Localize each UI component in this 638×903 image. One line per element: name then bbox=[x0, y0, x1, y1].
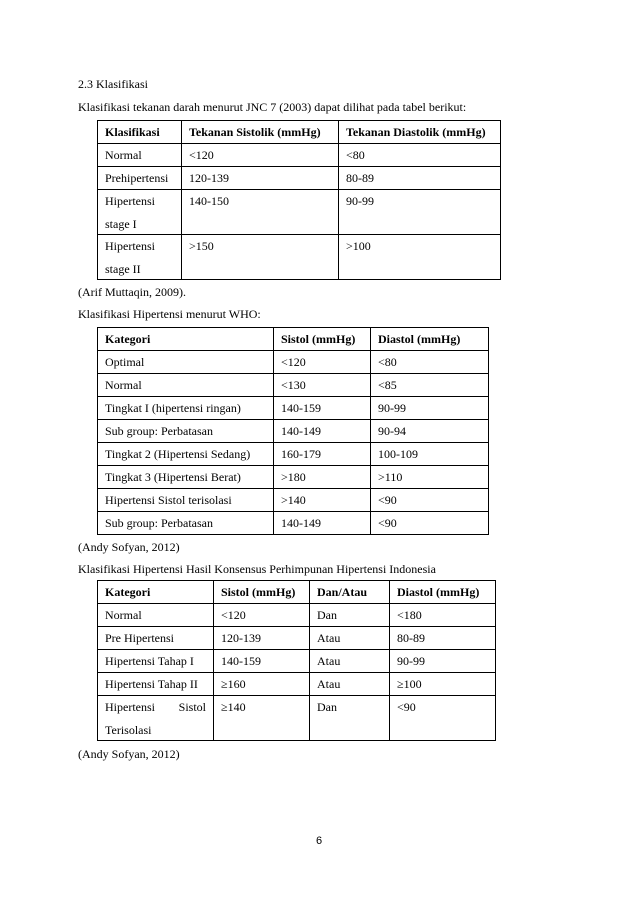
table-cell: 80-89 bbox=[390, 627, 496, 650]
table-cell: Normal bbox=[98, 604, 214, 627]
table-row bbox=[98, 650, 496, 673]
cell-line bbox=[105, 700, 206, 714]
header-cell: Kategori bbox=[98, 581, 214, 604]
table-row bbox=[98, 673, 496, 696]
table-cell: Dan bbox=[310, 604, 390, 627]
page-number: 6 bbox=[315, 835, 323, 847]
table-cell: >180 bbox=[274, 466, 371, 489]
header-cell: Tekanan Sistolik (mmHg) bbox=[182, 121, 339, 144]
table-cell: Atau bbox=[310, 627, 390, 650]
table-cell: 140-149 bbox=[274, 512, 371, 535]
table-cell: 120-139 bbox=[182, 167, 339, 190]
header-cell: Kategori bbox=[98, 328, 274, 351]
cell-line: stage II bbox=[105, 262, 141, 276]
table-cell: Dan bbox=[310, 696, 390, 741]
cell-line: Hipertensi bbox=[105, 239, 155, 253]
table-cell: Tingkat 2 (Hipertensi Sedang) bbox=[98, 443, 274, 466]
table-cell: <90 bbox=[390, 696, 496, 741]
header-cell: Dan/Atau bbox=[310, 581, 390, 604]
table-row bbox=[98, 144, 501, 167]
table-row bbox=[98, 167, 501, 190]
cell-word: Hipertensi bbox=[105, 700, 155, 714]
table-row bbox=[98, 235, 501, 280]
table-cell: <180 bbox=[390, 604, 496, 627]
table-cell: Sub group: Perbatasan bbox=[98, 512, 274, 535]
table-cell: 90-99 bbox=[371, 397, 489, 420]
table-row bbox=[98, 512, 489, 535]
cell-line: Terisolasi bbox=[105, 723, 152, 737]
table-cell: >140 bbox=[274, 489, 371, 512]
table-cell: >110 bbox=[371, 466, 489, 489]
table-cell: <90 bbox=[371, 489, 489, 512]
intro-who: Klasifikasi Hipertensi menurut WHO: bbox=[78, 307, 261, 321]
table-cell: <120 bbox=[182, 144, 339, 167]
cell-line: Hipertensi bbox=[105, 194, 155, 208]
table-row bbox=[98, 627, 496, 650]
table-cell: >150 bbox=[182, 235, 339, 280]
table-cell: Optimal bbox=[98, 351, 274, 374]
table-row bbox=[98, 190, 501, 235]
table-row bbox=[98, 443, 489, 466]
table-cell: <130 bbox=[274, 374, 371, 397]
table-cell: <80 bbox=[371, 351, 489, 374]
table-cell bbox=[98, 696, 214, 741]
table-cell: Atau bbox=[310, 673, 390, 696]
table-cell: Hipertensi Tahap II bbox=[98, 673, 214, 696]
header-cell: Diastol (mmHg) bbox=[371, 328, 489, 351]
table-row bbox=[98, 420, 489, 443]
table-cell: Prehipertensi bbox=[98, 167, 182, 190]
table-cell: 90-99 bbox=[390, 650, 496, 673]
table-header-row bbox=[98, 328, 489, 351]
table-row bbox=[98, 604, 496, 627]
table-row bbox=[98, 374, 489, 397]
cell-line: stage I bbox=[105, 217, 137, 231]
table-row bbox=[98, 466, 489, 489]
header-cell: Diastol (mmHg) bbox=[390, 581, 496, 604]
table-cell: 140-150 bbox=[182, 190, 339, 235]
table-cell: >100 bbox=[339, 235, 501, 280]
table-row bbox=[98, 351, 489, 374]
citation: (Arif Muttaqin, 2009). bbox=[78, 285, 186, 299]
table-row bbox=[98, 397, 489, 420]
header-cell: Sistol (mmHg) bbox=[214, 581, 310, 604]
table-cell bbox=[98, 190, 182, 235]
citation: (Andy Sofyan, 2012) bbox=[78, 747, 180, 761]
table-cell: Normal bbox=[98, 374, 274, 397]
table-cell: <90 bbox=[371, 512, 489, 535]
table-cell: Hipertensi Sistol terisolasi bbox=[98, 489, 274, 512]
table-row bbox=[98, 696, 496, 741]
intro-konsensus: Klasifikasi Hipertensi Hasil Konsensus Perhimpunan Hipertensi Indonesia bbox=[78, 562, 436, 576]
table-cell: Sub group: Perbatasan bbox=[98, 420, 274, 443]
citation: (Andy Sofyan, 2012) bbox=[78, 540, 180, 554]
section-heading: 2.3 Klasifikasi bbox=[78, 77, 148, 91]
table-cell: 90-94 bbox=[371, 420, 489, 443]
table-cell: Atau bbox=[310, 650, 390, 673]
table-konsensus bbox=[97, 580, 496, 741]
table-cell: ≥140 bbox=[214, 696, 310, 741]
table-cell: 80-89 bbox=[339, 167, 501, 190]
table-cell: Hipertensi Tahap I bbox=[98, 650, 214, 673]
table-who bbox=[97, 327, 489, 535]
table-cell: 140-149 bbox=[274, 420, 371, 443]
table-cell: <120 bbox=[214, 604, 310, 627]
cell-word: Sistol bbox=[178, 700, 206, 714]
table-cell: <80 bbox=[339, 144, 501, 167]
table-row bbox=[98, 489, 489, 512]
header-cell: Tekanan Diastolik (mmHg) bbox=[339, 121, 501, 144]
table-cell: 100-109 bbox=[371, 443, 489, 466]
table-cell: 140-159 bbox=[214, 650, 310, 673]
table-cell: ≥160 bbox=[214, 673, 310, 696]
table-cell: 90-99 bbox=[339, 190, 501, 235]
table-cell: <85 bbox=[371, 374, 489, 397]
header-cell: Sistol (mmHg) bbox=[274, 328, 371, 351]
table-cell: Tingkat I (hipertensi ringan) bbox=[98, 397, 274, 420]
header-cell: Klasifikasi bbox=[98, 121, 182, 144]
table-cell: ≥100 bbox=[390, 673, 496, 696]
table-cell: 120-139 bbox=[214, 627, 310, 650]
intro-jnc7: Klasifikasi tekanan darah menurut JNC 7 (2003) dapat dilihat pada tabel berikut: bbox=[78, 100, 467, 114]
table-cell: 140-159 bbox=[274, 397, 371, 420]
table-cell: Pre Hipertensi bbox=[98, 627, 214, 650]
table-cell bbox=[98, 235, 182, 280]
table-cell: Normal bbox=[98, 144, 182, 167]
table-header-row bbox=[98, 581, 496, 604]
table-cell: 160-179 bbox=[274, 443, 371, 466]
table-cell: Tingkat 3 (Hipertensi Berat) bbox=[98, 466, 274, 489]
table-cell: <120 bbox=[274, 351, 371, 374]
table-jnc7 bbox=[97, 120, 501, 280]
table-header-row bbox=[98, 121, 501, 144]
